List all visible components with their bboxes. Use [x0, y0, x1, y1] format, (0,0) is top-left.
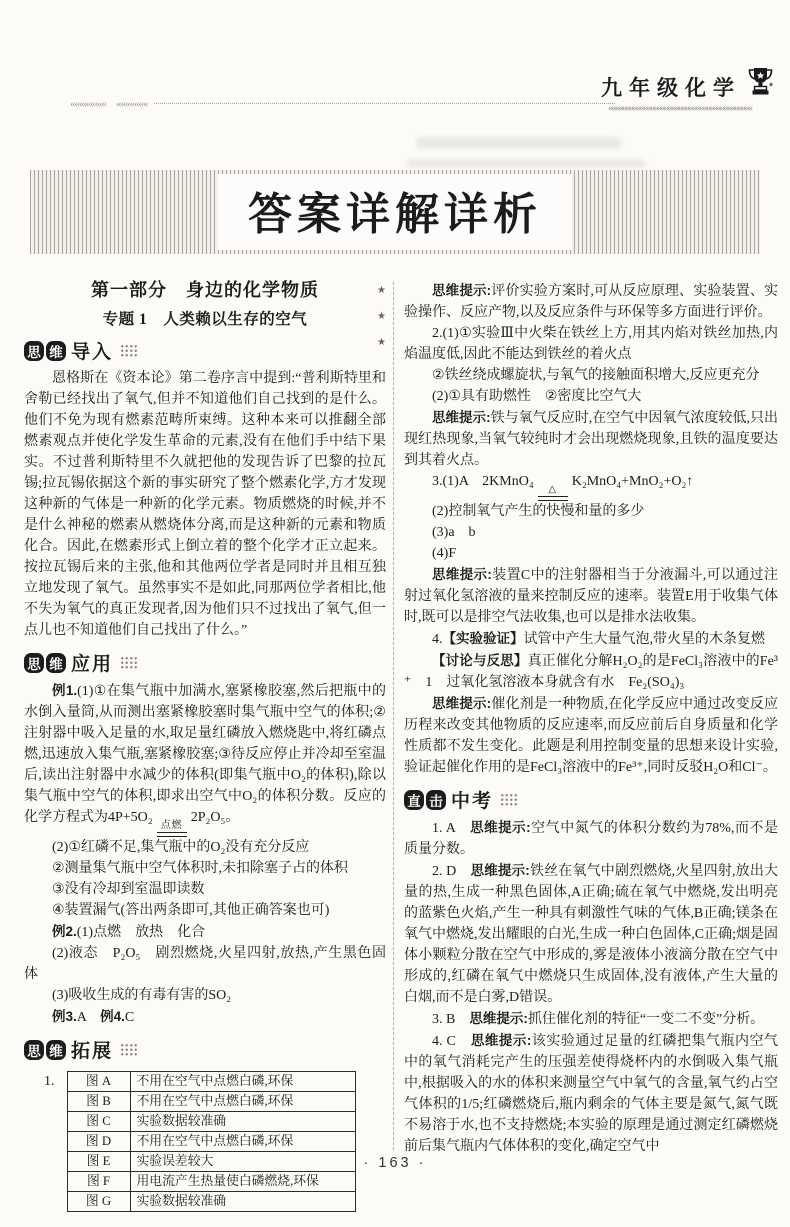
section-badge-char: 维 [46, 1040, 66, 1060]
left-column-blocks [24, 337, 386, 1212]
bold-text: 思维提示: [432, 283, 492, 298]
body-text: 恩格斯在《资本论》第二卷序言中提到:“普利斯特里和舍勒已经找出了氧气,但并不知道他们自己找到的是什么。他们不免为现有燃素范畴所束缚。这种本来可以推翻全部燃素观点并使化学发生革命的元素,没有在他们手中结下果实。不过普利斯特里不久就把他的发现告诉了巴黎的拉瓦锡;拉瓦锡依据这个新的事实研究了整个燃素化学,方才发现这种新的气体是一种新的化学元素。物质燃烧的时候,并不是什么神秘的燃素从燃烧体分离,而是这种新的元素和物质化合。因此,在燃素形式上倒立着的整个化学才正立起来。按拉瓦锡后来的主张,他和其他两位学者是同时并且相互独立地发现了氧气。虽然事实不是如此,同那两位学者相比,他不失为氧气的真正发现者,因为他们只不过找出了氧气,但一点儿也不知道他们自己找出了什么。” [24, 371, 386, 638]
part-title: 第一部分 身边的化学物质 [91, 280, 319, 300]
right-column-blocks [404, 280, 778, 1157]
section-header [24, 1036, 386, 1063]
body-text: (2)液态 P₂O₅ 剧烈燃烧,火星四射,放热,产生黑色固体 [24, 946, 386, 982]
section-title: 导入 [71, 342, 114, 363]
paragraph [404, 1030, 778, 1157]
topic-title: 专题 1 人类赖以生存的空气 [102, 311, 308, 328]
table-row [67, 1192, 355, 1212]
bold-text: 思维提示: [432, 696, 492, 711]
figure-label-cell: 图 B [67, 1092, 130, 1112]
bold-text: 思维提示: [469, 1011, 528, 1026]
paragraph [24, 837, 386, 858]
section-badge-char: 维 [46, 653, 66, 673]
numbered-table-block [44, 1071, 386, 1212]
header-rule [70, 95, 615, 111]
body-text: 2.(1)①实验Ⅲ中火柴在铁丝上方,用其内焰对铁丝加热,内焰温度低,因此不能达到铁丝的着火点 [404, 326, 778, 362]
paragraph [404, 280, 778, 323]
trophy-icon [747, 66, 774, 102]
paragraph [404, 693, 778, 778]
evaluation-cell: 实验误差较大 [130, 1152, 355, 1172]
page-number: · 163 · [363, 1155, 427, 1171]
chevron-ornament-right: ««««««««««««««««««««««««««««««««««««««««« [608, 103, 752, 114]
body-text: 催化剂是一种物质,在化学反应中通过改变反应历程来改变其他物质的反应速率,而反应前后自身质量和化学性质都不发生变化。此题是利用控制变量的思想来设计实验,验证起催化作用的是FeCl₃溶液中的Fe³⁺,同时反驳H₂O和Cl⁻。 [404, 697, 778, 775]
body-text: (4)F [432, 546, 457, 561]
body-text: 试管中产生大量气泡,带火星的木条复燃 [523, 632, 765, 647]
paragraph [24, 1006, 386, 1028]
body-text: A [76, 1010, 101, 1025]
dots-ornament [500, 793, 519, 807]
body-text: 2P₂O₅。 [190, 810, 240, 825]
body-text: (2)控制氧气产生的快慢和量的多少 [432, 504, 645, 519]
left-column [24, 276, 386, 1212]
body-text: ②测量集气瓶中空气体积时,未扣除塞子占的体积 [52, 861, 349, 876]
body-text: 抓住催化剂的特征“一变二不变”分析。 [527, 1012, 765, 1027]
section-title: 中考 [451, 791, 494, 812]
figure-label-cell: 图 G [67, 1192, 130, 1212]
paragraph [24, 858, 386, 879]
paragraph [404, 323, 778, 365]
evaluation-cell: 实验数据较准确 [130, 1112, 355, 1132]
section-badge-char: 直 [404, 790, 424, 810]
title-banner-box [218, 174, 572, 250]
figure-label-cell: 图 D [67, 1132, 130, 1152]
star-icon: ★ [377, 285, 386, 296]
bold-text: 例2. [52, 924, 77, 939]
body-text: 铁丝在氧气中剧烈燃烧,火星四射,放出大量的热,生成一种黑色固体,A正确;硫在氧气中燃烧,发出明亮的蓝紫色火焰,产生一种具有刺激性气味的气体,B正确;镁条在氧气中燃烧,发出耀眼的白光,生成一种白色固体,C正确;烟是固体小颗粒分散在空气中形成的,雾是液体小液滴分散在空气中形成的,红磷在氧气中燃烧只生成固体,没有液体,产生大量的白烟,而不是白雾,D错误。 [404, 864, 778, 1005]
paragraph [404, 365, 778, 386]
bold-text: 【讨论与反思】 [432, 653, 528, 668]
paragraph [404, 471, 778, 501]
body-text: (1)点燃 放热 化合 [76, 925, 206, 940]
evaluation-cell: 不用在空气中点燃白磷,环保 [130, 1072, 355, 1092]
body-text: 1. A [432, 821, 471, 836]
paragraph [404, 543, 778, 564]
table-row [67, 1092, 355, 1112]
body-text: (1)①在集气瓶中加满水,塞紧橡胶塞,然后把瓶中的水倒入量筒,从而测出塞紧橡胶塞时集气瓶中空气的体积;②注射器中吸入足量的水,取足量红磷放入燃烧匙中,将红磷点燃,迅速放入集气瓶,塞紧橡胶塞;③待反应停止并冷却至室温后,读出注射器中水减少的体积(即集气瓶中O₂的体积),除以集气瓶中空气的体积,即求出空气中O₂的体积分数。反应的化学方程式为4P+5O₂ [24, 684, 387, 825]
evaluation-cell: 实验数据较准确 [130, 1192, 355, 1212]
bleed-through [407, 159, 645, 168]
section-badge-char: 击 [426, 790, 446, 810]
paragraph [24, 985, 386, 1006]
paragraph [24, 921, 386, 943]
paragraph [404, 407, 778, 471]
body-text: 3.(1)A 2KMnO₄ [432, 474, 534, 489]
body-text: (2)①具有助燃性 ②密度比空气大 [432, 389, 642, 404]
table-row [67, 1112, 355, 1132]
section-header [404, 786, 778, 813]
body-text: 2. D [432, 864, 471, 879]
star-icon: ★ [377, 337, 386, 348]
paragraph [24, 900, 386, 921]
body-text: 空气中氮气的体积分数约为78%,而不是质量分数。 [404, 821, 778, 857]
body-text: C [124, 1010, 135, 1025]
title-banner [30, 170, 760, 254]
section-header [24, 649, 386, 676]
body-text: (3)a b [432, 525, 476, 540]
body-text: (3)吸收生成的有毒有害的SO₂ [52, 988, 232, 1003]
bold-text: 思维提示: [432, 567, 492, 582]
dots-ornament [120, 656, 139, 670]
body-text: ②铁丝绕成螺旋状,与氧气的接触面积增大,反应更充分 [432, 368, 760, 383]
chevron-ornament-left: «««««««« ««««««« [70, 98, 148, 110]
paragraph [404, 386, 778, 407]
page-header [601, 66, 774, 102]
paragraph [404, 501, 778, 522]
figure-label-cell: 图 F [67, 1172, 130, 1192]
body-text: 真正催化分解H₂O₂的是FeCl₃溶液中的Fe³⁺ 1 过氧化氢溶液本身就含有水 Fe₂(SO₄)₃ [404, 654, 779, 690]
bold-text: 例4. [100, 1009, 125, 1024]
star-icon: ★ [377, 311, 386, 322]
answer-table [67, 1071, 356, 1212]
section-badge-char: 维 [46, 341, 66, 361]
section-title: 拓展 [71, 1041, 114, 1062]
body-text: 装置C中的注射器相当于分液漏斗,可以通过注射过氧化氢溶液的量来控制反应的速率。装置E用于收集气体时,既可以是排空气法收集,也可以是排水法收集。 [404, 568, 778, 625]
body-text: ③没有冷却到室温即读数 [52, 882, 205, 897]
paragraph [24, 879, 386, 900]
edition-label: 九年级化学 [601, 76, 741, 100]
bold-text: 思维提示: [470, 1033, 532, 1048]
table-row [67, 1132, 355, 1152]
paragraph [404, 650, 778, 693]
dotted-rule [154, 103, 616, 104]
bold-text: 思维提示: [432, 410, 491, 425]
table-row [67, 1072, 355, 1092]
section-badge-char: 思 [24, 1040, 44, 1060]
dots-ornament [120, 1043, 139, 1057]
section-header [24, 337, 386, 364]
column-divider [393, 282, 394, 1150]
bold-text: 例1. [52, 683, 78, 698]
figure-label-cell: 图 C [67, 1112, 130, 1132]
figure-label-cell: 图 E [67, 1152, 130, 1172]
bold-text: 例3. [52, 1009, 77, 1024]
body-text: 该实验通过足量的红磷把集气瓶内空气中的氧气消耗完产生的压强差使得烧杯内的水倒吸入集气瓶中,根据吸入的水的体积来测量空气中氧气的含量,氧气约占空气体积的1/5;红磷燃烧后,瓶内剩余的气体主要是氮气,氮气既不易溶于水,也不支持燃烧;本实验的原理是通过测定红磷燃烧前后集气瓶内气体体积的变化,确定空气中 [404, 1034, 779, 1154]
bold-text: 思维提示: [470, 820, 531, 835]
body-text: 评价实验方案时,可从反应原理、实验装置、实验操作、反应产物,以及反应条件与环保等多方面进行评价。 [404, 284, 778, 320]
item-number: 1. [44, 1074, 55, 1089]
body-text: (2)①红磷不足,集气瓶中的O₂没有充分反应 [52, 840, 310, 855]
paragraph [404, 522, 778, 543]
dots-ornament [120, 344, 139, 358]
table-row [67, 1172, 355, 1192]
evaluation-cell: 用电流产生热量使白磷燃烧,环保 [130, 1172, 355, 1192]
body-text: 4. C [432, 1034, 471, 1049]
section-badge-char: 思 [24, 341, 44, 361]
body-text: K₂MnO₄+MnO₂+O₂↑ [571, 474, 694, 489]
reaction-condition: 点燃 [157, 821, 187, 837]
paragraph [404, 817, 778, 860]
paragraph [24, 368, 386, 641]
bold-text: 【实验验证】 [442, 631, 524, 646]
section-title: 应用 [71, 654, 114, 675]
reaction-condition: △ [538, 485, 568, 501]
paragraph [24, 680, 386, 837]
paragraph [24, 943, 386, 985]
paragraph [404, 1008, 778, 1030]
body-text: 铁与氧气反应时,在空气中因氧气浓度较低,只出现红热现象,当氧气较纯时才会出现燃烧现象,且铁的温度要达到其着火点。 [404, 411, 778, 468]
bleed-through [416, 137, 621, 149]
paragraph [404, 564, 778, 628]
section-badge-char: 思 [24, 653, 44, 673]
right-column [404, 280, 778, 1157]
paragraph [404, 628, 778, 650]
page-title: 答案详解详析 [248, 190, 542, 239]
figure-label-cell: 图 A [67, 1072, 130, 1092]
evaluation-cell: 不用在空气中点燃白磷,环保 [130, 1092, 355, 1112]
body-text: ④装置漏气(答出两条即可,其他正确答案也可) [52, 903, 330, 918]
body-text: 4. [432, 632, 443, 647]
paragraph [404, 860, 778, 1008]
evaluation-cell: 不用在空气中点燃白磷,环保 [130, 1132, 355, 1152]
bold-text: 思维提示: [470, 863, 530, 878]
body-text: 3. B [432, 1012, 470, 1027]
